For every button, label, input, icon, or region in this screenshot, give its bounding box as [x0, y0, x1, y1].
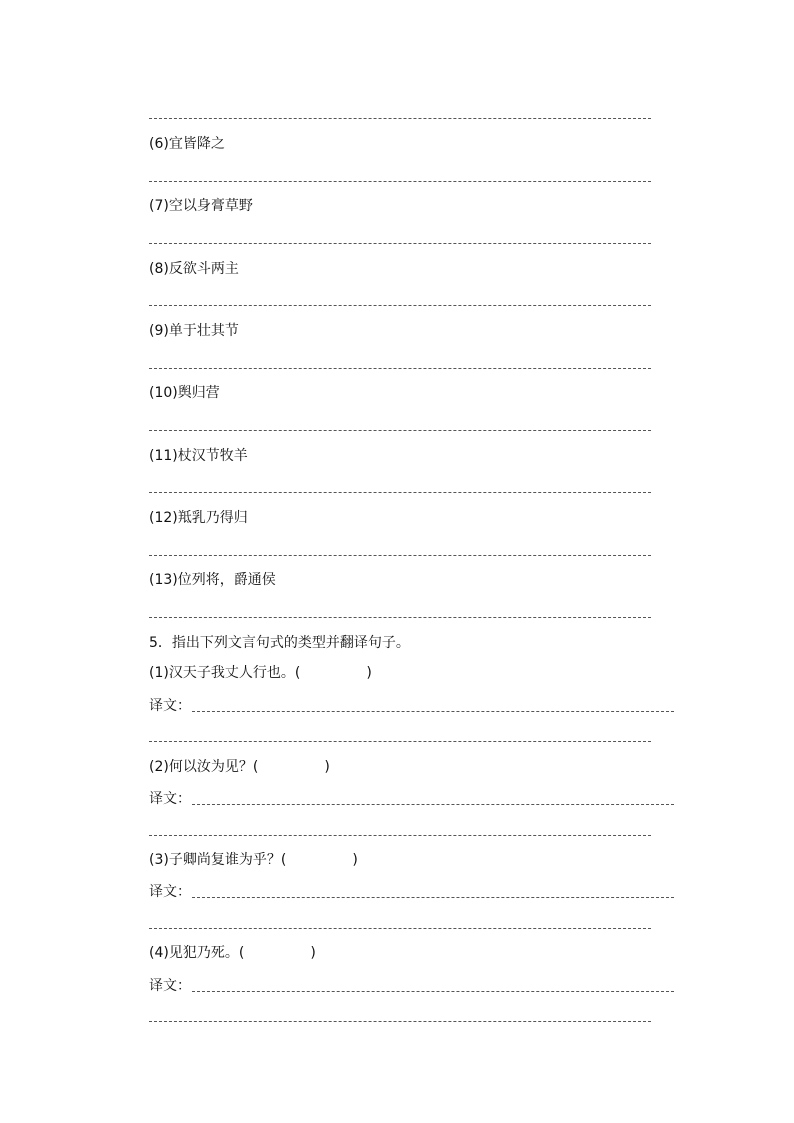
translation-line[interactable]: [192, 804, 674, 805]
item-text: 反欲斗两主: [168, 261, 239, 277]
vocab-item-12: [149, 509, 248, 527]
translation-label: 译文：: [149, 884, 191, 900]
item-number: (6): [149, 136, 169, 152]
answer-line: [149, 1021, 651, 1022]
item-text: 空以身膏草野: [168, 198, 253, 214]
answer-line: [149, 181, 651, 182]
answer-line: [149, 555, 651, 556]
paren-open: (: [294, 665, 301, 681]
vocab-item-7: [149, 197, 253, 215]
answer-line: [149, 305, 651, 306]
item-number: (10): [149, 385, 178, 401]
sentence-item-3: [149, 851, 358, 869]
item-number: (2): [149, 759, 169, 775]
translation-label: 译文：: [149, 698, 191, 714]
paren-close: ): [324, 759, 330, 775]
translation-label: 译文：: [149, 791, 191, 807]
answer-line: [149, 492, 651, 493]
item-number: (3): [149, 852, 169, 868]
translation-line[interactable]: [192, 897, 674, 898]
item-text: 见犯乃死。: [168, 945, 239, 961]
item-number: (12): [149, 510, 178, 526]
translation-line[interactable]: [192, 991, 674, 992]
item-number: (1): [149, 665, 169, 681]
item-text: 位列将，爵通侯: [177, 572, 276, 588]
item-text: 子卿尚复谁为乎？: [168, 852, 281, 868]
paren-open: (: [280, 852, 287, 868]
item-number: (4): [149, 945, 169, 961]
answer-line: [149, 741, 651, 742]
vocab-item-6: [149, 135, 225, 153]
vocab-item-13: [149, 571, 276, 589]
translation-label: 译文：: [149, 978, 191, 994]
answer-line: [149, 430, 651, 431]
item-text: 单于壮其节: [168, 323, 239, 339]
answer-line: [149, 243, 651, 244]
vocab-item-8: [149, 260, 239, 278]
item-text: 杖汉节牧羊: [177, 448, 248, 464]
item-number: (8): [149, 261, 169, 277]
answer-line: [149, 617, 651, 618]
paren-close: ): [310, 945, 316, 961]
answer-line: [149, 928, 651, 929]
sentence-item-1: [149, 664, 372, 682]
paren-open: (: [238, 945, 245, 961]
item-number: (11): [149, 448, 178, 464]
translation-line[interactable]: [192, 711, 674, 712]
vocab-item-11: [149, 447, 248, 465]
sentence-item-4: [149, 944, 316, 962]
item-text: 汉天子我丈人行也。: [168, 665, 295, 681]
item-number: (9): [149, 323, 169, 339]
section-5-title: 5．指出下列文言句式的类型并翻译句子。: [149, 635, 410, 651]
item-number: (7): [149, 198, 169, 214]
item-text: 宜皆降之: [168, 136, 225, 152]
item-text: 羝乳乃得归: [177, 510, 248, 526]
paren-close: ): [366, 665, 372, 681]
answer-line: [149, 118, 651, 119]
vocab-item-9: [149, 322, 239, 340]
answer-line: [149, 835, 651, 836]
item-text: 何以汝为见？: [168, 759, 253, 775]
paren-close: ): [352, 852, 358, 868]
vocab-item-10: [149, 384, 220, 402]
answer-line: [149, 368, 651, 369]
sentence-item-2: [149, 758, 330, 776]
paren-open: (: [252, 759, 259, 775]
item-number: (13): [149, 572, 178, 588]
item-text: 舆归营: [177, 385, 220, 401]
